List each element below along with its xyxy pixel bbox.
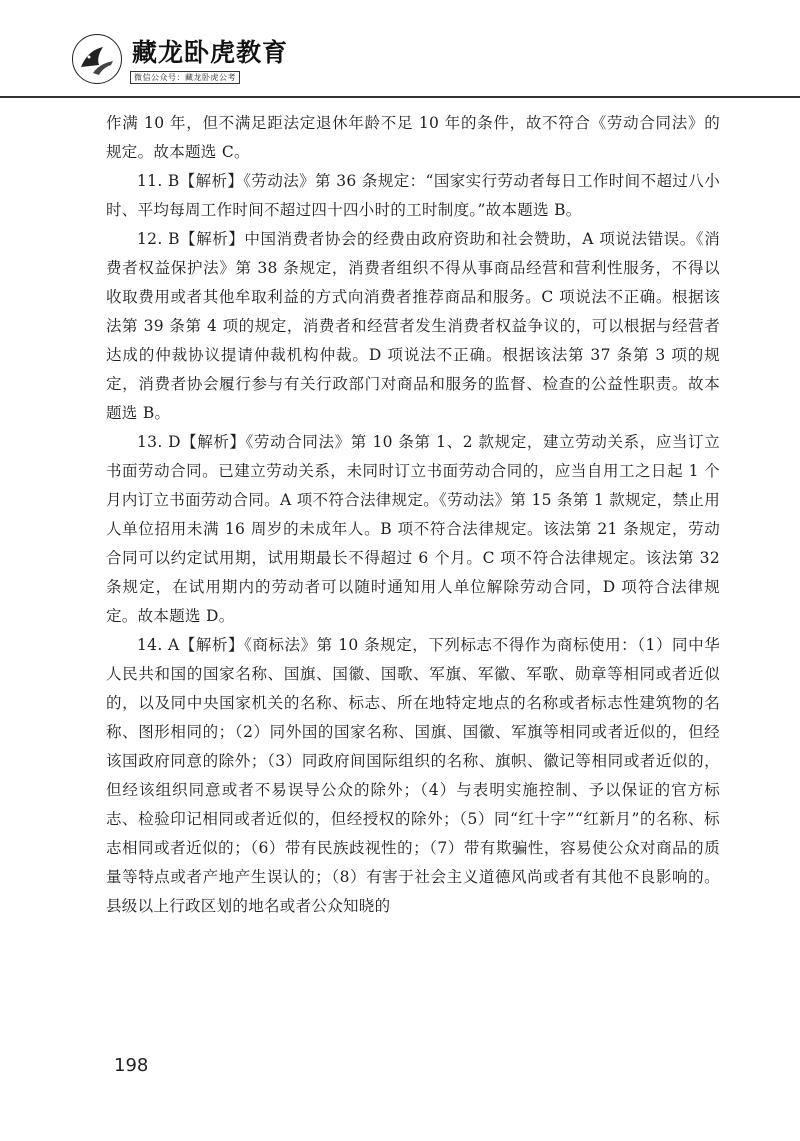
brand-name: 藏龙卧虎教育 [132, 38, 289, 67]
page-body [106, 109, 720, 921]
paragraph-3: 12. B【解析】中国消费者协会的经费由政府资助和社会赞助，A 项说法错误。《消费者权益保护法》第 38 条规定，消费者组织不得从事商品经营和营利性服务，不得以收取费用或者其他牟取利益的方式向消费者推荐商品和服务。C 项说法不正确。根据该法第 39 条第 4 项的规定，消费者和经营者发生消费者权益争议的，可以根据与经营者达成的仲裁协议提请仲裁机构仲裁。D 项说法不正确。根据该法第 37 条第 3 项的规定，消费者协会履行参与有关行政部门对商品和服务的监督、检查的公益性职责。故本题选 B。 [106, 230, 720, 422]
paragraph-2: 11. B【解析】《劳动法》第 36 条规定：“国家实行劳动者每日工作时间不超过八小时、平均每周工作时间不超过四十四小时的工时制度。”故本题选 B。 [106, 172, 720, 219]
dragon-tiger-icon [73, 35, 121, 83]
brand-logo [72, 34, 122, 84]
page-number: 198 [114, 1055, 149, 1076]
page-header [0, 0, 800, 100]
paragraph-4: 13. D【解析】《劳动合同法》第 10 条第 1、2 款规定，建立劳动关系，应当订立书面劳动合同。已建立劳动关系，未同时订立书面劳动合同的，应当自用工之日起 1 个月内订立书面劳动合同。A 项不符合法律规定。《劳动法》第 15 条第 1 款规定，禁止用人单位招用未满 16 周岁的未成年人。B 项不符合法律规定。该法第 21 条规定，劳动合同可以约定试用期，试用期最长不得超过 6 个月。C 项不符合法律规定。该法第 32 条规定，在试用期内的劳动者可以随时通知用人单位解除劳动合同，D 项符合法律规定。故本题选 D。 [106, 433, 720, 625]
paragraph-1: 作满 10 年，但不满足距法定退休年龄不足 10 年的条件，故不符合《劳动合同法》的规定。故本题选 C。 [106, 114, 720, 161]
paragraph-5: 14. A【解析】《商标法》第 10 条规定，下列标志不得作为商标使用：（1）同中华人民共和国的国家名称、国旗、国徽、国歌、军旗、军徽、军歌、勋章等相同或者近似的，以及同中央国家机关的名称、标志、所在地特定地点的名称或者标志性建筑物的名称、图形相同的；（2）同外国的国家名称、国旗、国徽、军旗等相同或者近似的，但经该国政府同意的除外；（3）同政府间国际组织的名称、旗帜、徽记等相同或者近似的，但经该组织同意或者不易误导公众的除外；（4）与表明实施控制、予以保证的官方标志、检验印记相同或者近似的，但经授权的除外；（5）同“红十字”“红新月”的名称、标志相同或者近似的；（6）带有民族歧视性的；（7）带有欺骗性，容易使公众对商品的质量等特点或者产地产生误认的；（8）有害于社会主义道德风尚或者有其他不良影响的。县级以上行政区划的地名或者公众知晓的 [106, 636, 720, 915]
header-divider [0, 96, 800, 98]
brand-subtitle: 微信公众号：藏龙卧虎公考 [130, 71, 240, 84]
